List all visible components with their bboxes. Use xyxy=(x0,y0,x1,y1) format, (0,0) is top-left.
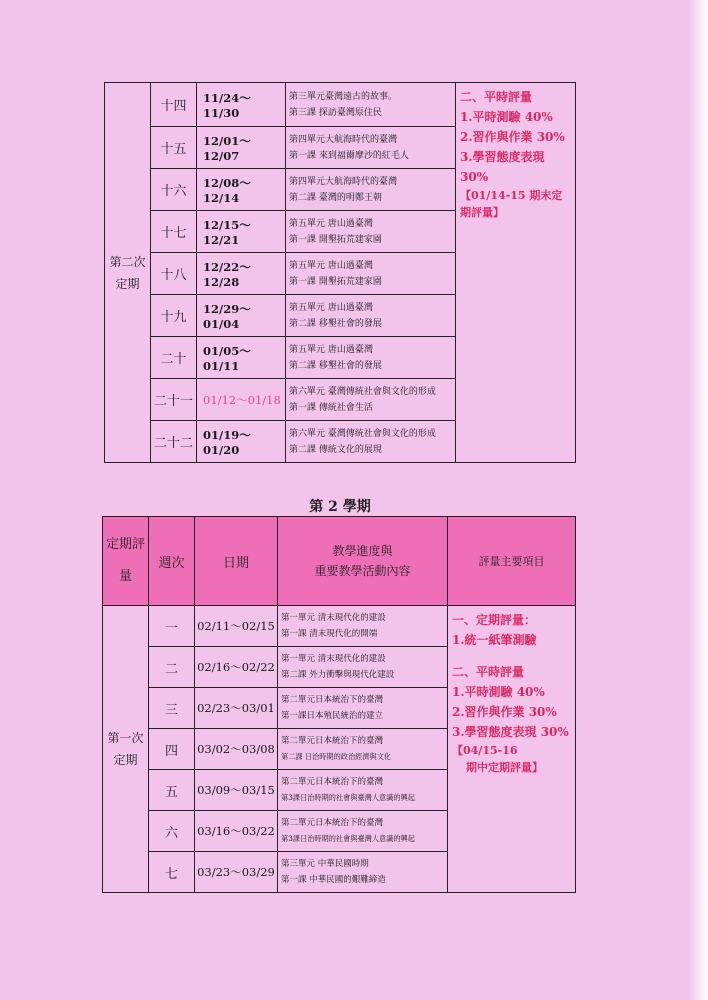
content-unit: 第二單元日本統治下的臺灣 xyxy=(281,777,384,787)
date-cell: 11/24～11/30 xyxy=(197,83,286,127)
schedule-table-semester-1 xyxy=(104,82,576,463)
date-cell: 03/09～03/15 xyxy=(195,770,278,811)
content-unit: 第三單元臺灣遠古的故事。 xyxy=(289,91,398,102)
content-lesson: 第3課日治時期的社會與臺灣人意識的興起 xyxy=(281,793,415,802)
header-content-line2: 重要教學活動內容 xyxy=(314,564,411,578)
content-lesson: 第一課 中華民國的艱難締造 xyxy=(281,875,386,885)
content-unit: 第五單元 唐山過臺灣 xyxy=(289,260,373,271)
content-cell xyxy=(278,606,448,647)
header-content-line1: 教學進度與 xyxy=(332,544,393,558)
content-lesson: 第一課日本殖民統治的建立 xyxy=(281,711,384,721)
week-cell: 五 xyxy=(149,770,195,811)
date-cell: 03/23～03/29 xyxy=(195,852,278,893)
evaluation-note: 【01/14-15 期末定期評量】 xyxy=(460,189,563,219)
content-lesson: 第一課 傳統社會生活 xyxy=(289,402,373,413)
evaluation-cell xyxy=(456,83,576,463)
date-cell: 02/11～02/15 xyxy=(195,606,278,647)
date-cell-highlighted: 01/12～01/18 xyxy=(197,379,286,421)
header-term xyxy=(103,517,149,606)
date-cell: 01/05～01/11 xyxy=(197,337,286,379)
date-cell: 12/01～12/07 xyxy=(197,127,286,169)
content-lesson: 第二課 移墾社會的發展 xyxy=(289,318,382,329)
content-lesson: 第二課 外力衝擊與現代化建設 xyxy=(281,670,395,680)
date-cell: 01/19～01/20 xyxy=(197,421,286,463)
week-cell: 十五 xyxy=(151,127,197,169)
date-cell: 03/16～03/22 xyxy=(195,811,278,852)
date-cell: 12/08～12/14 xyxy=(197,169,286,211)
date-cell: 02/16～02/22 xyxy=(195,647,278,688)
content-cell xyxy=(286,211,456,253)
date-cell: 12/15～12/21 xyxy=(197,211,286,253)
content-unit: 第二單元日本統治下的臺灣 xyxy=(281,695,384,705)
page-edge xyxy=(688,0,708,1000)
content-cell xyxy=(286,337,456,379)
content-lesson: 第二課 傳統文化的展現 xyxy=(289,444,382,455)
evaluation-heading: 二、平時評量 xyxy=(452,665,525,679)
content-lesson: 第3課日治時期的社會與臺灣人意識的興起 xyxy=(281,834,415,843)
term-cell xyxy=(103,606,149,893)
content-unit: 第四單元大航海時代的臺灣 xyxy=(289,176,398,187)
week-cell: 四 xyxy=(149,729,195,770)
content-cell xyxy=(278,688,448,729)
content-unit: 第六單元 臺灣傳統社會與文化的形成 xyxy=(289,386,436,397)
content-cell xyxy=(278,811,448,852)
content-cell xyxy=(278,770,448,811)
content-unit: 第一單元 清末現代化的建設 xyxy=(281,654,386,664)
content-unit: 第一單元 清末現代化的建設 xyxy=(281,613,386,623)
content-cell xyxy=(286,169,456,211)
content-lesson: 第二課 移墾社會的發展 xyxy=(289,360,382,371)
content-unit: 第五單元 唐山過臺灣 xyxy=(289,344,373,355)
evaluation-item: 1.統一紙筆測驗 xyxy=(452,633,537,647)
content-cell xyxy=(286,379,456,421)
date-cell: 12/29～01/04 xyxy=(197,295,286,337)
evaluation-item: 3.學習態度表現 30% xyxy=(460,150,545,184)
content-cell xyxy=(286,83,456,127)
content-unit: 第五單元 唐山過臺灣 xyxy=(289,218,373,229)
term-cell xyxy=(105,83,151,463)
week-cell: 六 xyxy=(149,811,195,852)
header-term-label: 定期評量 xyxy=(105,537,145,584)
content-unit: 第二單元日本統治下的臺灣 xyxy=(281,818,384,828)
week-cell: 十八 xyxy=(151,253,197,295)
table-row xyxy=(103,606,576,647)
table-row xyxy=(105,83,576,127)
content-unit: 第五單元 唐山過臺灣 xyxy=(289,302,373,313)
content-lesson: 第二課 日治時期的政治經濟與文化 xyxy=(281,752,392,761)
week-cell: 十四 xyxy=(151,83,197,127)
content-cell xyxy=(278,852,448,893)
content-lesson: 第二課 臺灣的明鄭王朝 xyxy=(289,192,382,203)
content-unit: 第三單元 中華民國時期 xyxy=(281,859,369,869)
week-cell: 十六 xyxy=(151,169,197,211)
week-cell: 一 xyxy=(149,606,195,647)
evaluation-item: 2.習作與作業 30% xyxy=(452,705,557,719)
evaluation-note: 【04/15-16 xyxy=(452,744,518,757)
evaluation-item: 1.平時測驗 40% xyxy=(452,685,545,699)
content-cell xyxy=(286,253,456,295)
header-week: 週次 xyxy=(149,517,195,606)
week-cell: 三 xyxy=(149,688,195,729)
date-cell: 03/02～03/08 xyxy=(195,729,278,770)
evaluation-heading: 二、平時評量 xyxy=(460,90,533,104)
week-cell: 二十 xyxy=(151,337,197,379)
header-content xyxy=(278,517,448,606)
content-unit: 第四單元大航海時代的臺灣 xyxy=(289,134,398,145)
term-label: 第一次定期 xyxy=(107,731,144,767)
spacer xyxy=(452,650,573,662)
table-header-row xyxy=(103,517,576,606)
week-cell: 十九 xyxy=(151,295,197,337)
content-cell xyxy=(278,647,448,688)
evaluation-item: 3.學習態度表現 30% xyxy=(452,725,569,739)
content-unit: 第二單元日本統治下的臺灣 xyxy=(281,736,384,746)
content-lesson: 第一課 來到福爾摩沙的紅毛人 xyxy=(289,150,409,161)
content-lesson: 第三課 探訪臺灣原住民 xyxy=(289,107,382,118)
date-cell: 02/23～03/01 xyxy=(195,688,278,729)
week-cell: 七 xyxy=(149,852,195,893)
semester-title: 第 2 學期 xyxy=(309,499,371,515)
content-cell xyxy=(286,295,456,337)
header-evaluation: 評量主要項目 xyxy=(448,517,576,606)
content-unit: 第六單元 臺灣傳統社會與文化的形成 xyxy=(289,428,436,439)
evaluation-item: 1.平時測驗 40% xyxy=(460,110,553,124)
week-cell: 二 xyxy=(149,647,195,688)
evaluation-cell xyxy=(448,606,576,893)
header-date: 日期 xyxy=(195,517,278,606)
content-cell xyxy=(286,127,456,169)
week-cell: 二十二 xyxy=(151,421,197,463)
evaluation-item: 2.習作與作業 30% xyxy=(460,130,565,144)
evaluation-note: 期中定期評量】 xyxy=(466,761,543,774)
week-cell: 二十一 xyxy=(151,379,197,421)
week-cell: 十七 xyxy=(151,211,197,253)
schedule-table-semester-2 xyxy=(102,516,576,893)
content-lesson: 第一課 清末現代化的開端 xyxy=(281,629,378,639)
content-cell xyxy=(286,421,456,463)
term-label: 第二次定期 xyxy=(109,254,146,291)
date-cell: 12/22～12/28 xyxy=(197,253,286,295)
evaluation-heading: 一、定期評量： xyxy=(452,613,537,627)
content-lesson: 第一課 開墾拓荒建家園 xyxy=(289,234,382,245)
content-lesson: 第一課 開墾拓荒建家園 xyxy=(289,276,382,287)
content-cell xyxy=(278,729,448,770)
